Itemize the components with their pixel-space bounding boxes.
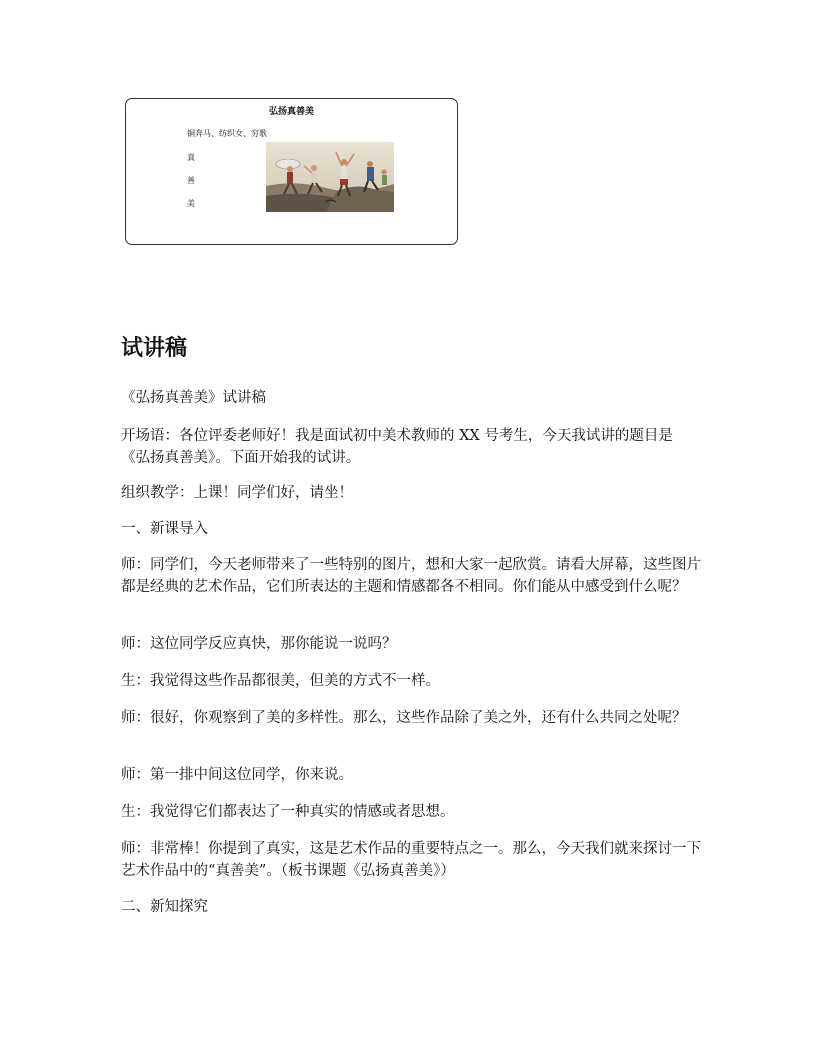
slide-title: 弘扬真善美 <box>268 107 314 117</box>
paragraph-teacher-2: 师：这位同学反应真快，那你能说一说吗？ <box>121 636 397 652</box>
document-heading: 试讲稿 <box>121 336 188 361</box>
paragraph-student-1: 生：我觉得这些作品都很美，但美的方式不一样。 <box>121 673 440 689</box>
slide-word-mei: 美 <box>187 199 195 208</box>
slide-word-shan: 善 <box>187 176 195 185</box>
paragraph-teacher-5: 师：非常棒！你提到了真实，这是艺术作品的重要特点之一。那么，今天我们就来探讨一下艺术作品中的“真善美”。（板书课题《弘扬真善美》） <box>121 841 701 879</box>
slide-word-zhen: 真 <box>187 153 195 162</box>
paragraph-organize: 组织教学：上课！同学们好，请坐！ <box>121 485 353 501</box>
slide-preview <box>125 98 458 245</box>
section-heading-intro: 一、新课导入 <box>121 521 208 537</box>
section-heading-explore: 二、新知探究 <box>121 899 208 915</box>
painting-image <box>266 142 394 212</box>
paragraph-opening: 开场语：各位评委老师好！我是面试初中美术教师的 XX 号考生，今天我试讲的题目是《弘扬真善美》。下面开始我的试讲。 <box>121 428 673 466</box>
paragraph-teacher-1: 师：同学们，今天老师带来了一些特别的图片，想和大家一起欣赏。请看大屏幕，这些图片都是经典的艺术作品，它们所表达的主题和情感都各不相同。你们能从中感受到什么呢？ <box>121 557 701 595</box>
slide-subtitle: 铜奔马、纺织女、穷歌 <box>187 129 267 138</box>
paragraph-student-2: 生：我觉得它们都表达了一种真实的情感或者思想。 <box>121 804 455 820</box>
paragraph-teacher-3: 师：很好，你观察到了美的多样性。那么，这些作品除了美之外，还有什么共同之处呢？ <box>121 710 687 726</box>
paragraph-teacher-4: 师：第一排中间这位同学，你来说。 <box>121 767 353 783</box>
document-subtitle: 《弘扬真善美》试讲稿 <box>121 390 266 406</box>
